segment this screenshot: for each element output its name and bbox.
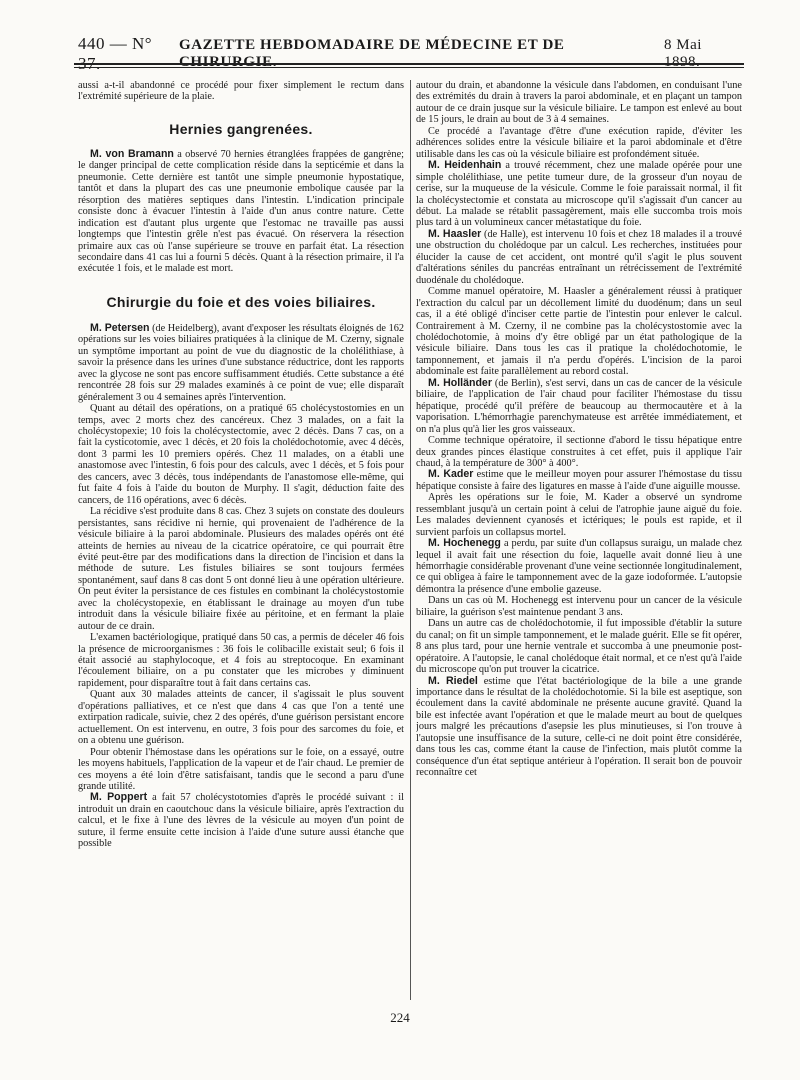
paragraph: M. Heidenhain a trouvé récemment, chez une malade opérée pour une simple cholélithiase, une petite tumeur dure, de la grosseur d'un noyau de cerise, sur la muqueuse de la vésicule. Comme le foie paraissait normal, il fit la cholécystectomie et constata au microscope qu'il s'agissait d'un cancer au début. La malade se rétablit passagèrement, mais elle succomba trois mois plus tard à un volumineux cancer métastatique du foie. [416,159,742,229]
paragraph: M. Hochenegg a perdu, par suite d'un collapsus suraigu, un malade chez lequel il avait fait une résection du foie, laquelle avait donné lieu à une hémorrhagie considérable provenant d'une veine sectionnée longitudinalement, ce qui obligea à faire le tamponnement avec de la gaze iodoformée. L'autopsie démontra la présence d'une embolie gazeuse. [416,537,742,595]
surgeon-name: M. Riedel [428,674,478,687]
paragraph: M. Riedel estime que l'état bactériologique de la bile a une grande importance dans le résultat de la cholédochotomie. Si la bile est aseptique, son écoulement dans la cavité abdominale ne présente aucune gravité. Quand la bile est infectée avant l'opération et que le malade meurt au bout de quelques jours malgré les précautions d'asepsie les plus minutieuses, si l'on trouve à l'autopsie une insuffisance de la suture, celle-ci ne doit point être considérée, dans tous les cas, comme étant la cause de l'infection, mais plutôt comme la conséquence d'un état septique antérieur à l'opération. Il serait bon de pouvoir reconnaître cet [416,674,742,779]
section-heading-hernies: Hernies gangrenées. [169,120,313,137]
paragraph: Comme technique opératoire, il sectionne d'abord le tissu hépatique entre deux grandes pinces élastique construites à cet effet, puis il applique l'air chaud, à la température de 300° à 400°. [416,435,742,469]
paragraph: Ce procédé a l'avantage d'être d'une exécution rapide, d'éviter les adhérences solides entre la vésicule biliaire et la paroi abdominale et d'être utilisable dans les cas où la vésicule biliaire est profondément située. [416,125,742,160]
paragraph: La récidive s'est produite dans 8 cas. Chez 3 sujets on constate des douleurs persistantes, sans récidive ni hernie, qui provenaient de l'adhérence de la vésicule biliaire à la paroi abdominale. Plusieurs des malades opérés ont été atteints de hernies au niveau de la cicatrice opératoire, ce qui pourrait être évité peut-être par des modifications dans la direction de l'incision et dans la méthode de suture. Les fistules biliaires se sont toujours fermées spontanément, sauf dans 8 cas dont 5 ont donné lieu à une opération ultérieure. On peut éviter la persistance de ces fistules en combinant la cholécystostomie avec la cholécystopexie, en établissant le drainage au moyen d'un tube introduit dans la vésicule biliaire fixée au péritoine, et en fermant la plaie autour de ce drain. [78,506,404,632]
page-folio: 224 [390,1010,410,1025]
paragraph: Quant au détail des opérations, on a pratiqué 65 cholécystostomies en un temps, avec 2 morts chez des cancéreux. Chez 3 malades, on a fait la cholécystopexie; 10 fois la cholécystectomie, avec 2 décès. Dans 7 cas, on a fait la cysticotomie, avec 1 décès, et 20 fois la cholédochotomie, avec 4 décès, dont 3 parmi les 10 premiers opérés. Chez 11 malades, on a établi une anastomose avec l'intestin, 6 fois pour des calculs, avec 1 décès, et 5 fois pour des cancers, avec 3 décès, tous indépendants de l'anastomose elle-même, qui fut faite 4 fois à l'aide du bouton de Murphy. Il s'agit, déduction faite des cancers, de 116 opérations, avec 6 décès. [78,403,404,506]
surgeon-name: M. Haasler [428,227,482,240]
surgeon-name: M. Petersen [90,321,150,334]
surgeon-name: M. Holländer [428,376,492,389]
paragraph: Quant aux 30 malades atteints de cancer, il s'agissait le plus souvent d'opérations palliatives, et ce n'est que dans 4 cas que l'on a tenté une extirpation radicale, suivie, chez 2 des opérés, d'une guérison persistant encore actuellement. On est intervenu, en outre, 3 fois pour des sarcomes du foie, et on a obtenu une guérison. [78,689,404,747]
paragraph: M. Holländer (de Berlin), s'est servi, dans un cas de cancer de la vésicule biliaire, de l'application de l'air chaud pour faciliter l'hémostase du tissu hépatique, procédé qu'il préfère de beaucoup au thermocautère et à la vaporisation. L'hémorrhagie parenchymateuse est arrêtée immédiatement, et on n'a plus qu'à lier les gros vaisseaux. [416,376,742,435]
header-rule-thick [74,63,744,65]
header-rule-thin [74,67,744,68]
paragraph: M. Poppert a fait 57 cholécystotomies d'après le procédé suivant : il introduit un drain en caoutchouc dans la vésicule biliaire, après l'extraction du calcul, et le fixe à l'une des lèvres de la vésicule au moyen d'un point de suture, il ferme ensuite cette incision à l'aide d'une suture aussi étanche que possible [78,791,404,850]
paragraph: M. Petersen (de Heidelberg), avant d'exposer les résultats éloignés de 162 opérations sur les voies biliaires pratiquées à la clinique de M. Czerny, signale un symptôme important au point de vue du diagnostic de la cholélithiase, à savoir la présence dans les urines d'une substance réductrice, dont les rapports avec la glycose ne sont pas encore suffisamment étudiés. Cette substance a été rencontrée 28 fois sur 29 malades examinés à ce point de vue; elle disparaît généralement 3 ou 4 semaines après l'intervention. [78,321,404,403]
paragraph: L'examen bactériologique, pratiqué dans 50 cas, a permis de déceler 46 fois la présence de microorganismes : 36 fois le colibacille existait seul; 6 fois il était associé au staphylocoque, et 4 fois au streptocoque. En examinant l'écoulement biliaire, on a pu constater que les microbes y diminuent rapidement, pour disparaître tout à fait dans certains cas. [78,632,404,689]
surgeon-name: M. Kader [428,468,474,481]
paragraph: M. von Bramann a observé 70 hernies étranglées frappées de gangrène; le danger principal de cette complication réside dans la septicémie et dans la pneumonie. Cette dernière est tantôt une simple pneumonie hypostatique, tantôt et dans la plupart des cas une pneumonie embolique causée par la résorption des matières septiques dans l'intestin. L'indication principale consiste donc à évacuer l'intestin à l'aide d'un anus contre nature. Cette indication est d'autant plus urgente que l'estomac ne travaille pas aussi longtemps que l'intestin grêle n'est pas évacué. On réservera la résection primaire aux cas où l'anse supérieure se trouve en parfait état. La résection secondaire dans 41 cas lui a fourni 5 décès. Quant à la résection primaire, il l'a exécutée 1 fois, et le malade est mort. [78,147,404,275]
surgeon-name: M. Poppert [90,791,148,804]
surgeon-name: M. Hochenegg [428,537,501,550]
page-number: 440 — N° 37. [78,34,153,73]
left-column [78,80,404,1000]
section-heading-foie: Chirurgie du foie et des voies biliaires. [106,293,376,310]
right-column [416,80,742,1000]
surgeon-name: M. Heidenhain [428,159,502,172]
paragraph: M. Haasler (de Halle), est intervenu 10 fois et chez 18 malades il a trouvé une obstruction du cholédoque par un calcul. Les recherches, instituées pour élucider la cause de cet accident, ont montré qu'il s'agit le plus souvent d'altérations séniles du pancréas entraînant un rétrécissement de l'extrémité duodénale du cholédoque. [416,227,742,286]
issue-date: 8 Mai 1898. [664,37,702,70]
paragraph: Après les opérations sur le foie, M. Kader a observé un syndrome ressemblant jusqu'à un certain point à celui de l'atrophie jaune aiguë du foie. Les malades deviennent cyanosés et ictériques; le pouls est rapide, et il survient parfois un collapsus mortel. [416,492,742,538]
paragraph: Dans un cas où M. Hochenegg est intervenu pour un cancer de la vésicule biliaire, la guérison s'est maintenue pendant 3 ans. [416,595,742,618]
paragraph: M. Kader estime que le meilleur moyen pour assurer l'hémostase du tissu hépatique consiste à faire des ligatures en masse à l'aide d'une aiguille mousse. [416,468,742,492]
surgeon-name: M. von Bramann [90,147,174,160]
journal-title: GAZETTE HEBDOMADAIRE DE MÉDECINE ET DE CHIRURGIE. [178,37,565,70]
paragraph: Comme manuel opératoire, M. Haasler a généralement réussi à pratiquer l'extraction du calcul par un décollement limité du duodénum; dans un seul cas, il a été obligé d'inciser cette partie de l'intestin pour enlever le calcul. Contrairement à M. Czerny, il ne combine pas la cholécystostomie avec la cholédochotomie, à moins d'y être obligé par un état pathologique de la vésicule biliaire. Dans tous les cas il pratique la cholédochotomie, le tamponnement, et jamais il n'a perdu d'opérés. L'incision de la paroi abdominale est faite parallèlement au rebord costal. [416,286,742,378]
paragraph: Pour obtenir l'hémostase dans les opérations sur le foie, on a essayé, outre les moyens habituels, l'application de la vapeur et de l'air chaud. Le premier de ces moyens a été loin d'être satisfaisant, tandis que le second a paru d'une grande utilité. [78,746,404,793]
paragraph: aussi a-t-il abandonné ce procédé pour fixer simplement le rectum dans l'extrémité supérieure de la plaie. [78,80,404,103]
paragraph: Dans un autre cas de cholédochotomie, il fut impossible d'établir la suture du canal; on fit un simple tamponnement, et le malade guérit. Elle se fit opérer, 8 ans plus tard, pour une hernie ventrale et succomba à une pneumonie post-opératoire. A l'autopsie, le canal cholédoque était normal, et ce n'est qu'à l'aide du microscope qu'on put trouver la cicatrice. [416,618,742,676]
column-divider [410,80,411,1000]
running-header [78,34,742,73]
paragraph: autour du drain, et abandonne la vésicule dans l'abdomen, en conduisant l'une des extrémités du drain à travers la paroi abdominale, et en plaçant un tampon autour de ce drain jusque sur la vésicule biliaire. Le tampon est enlevé au bout de 15 jours, le drain au bout de 3 à 4 semaines. [416,80,742,126]
